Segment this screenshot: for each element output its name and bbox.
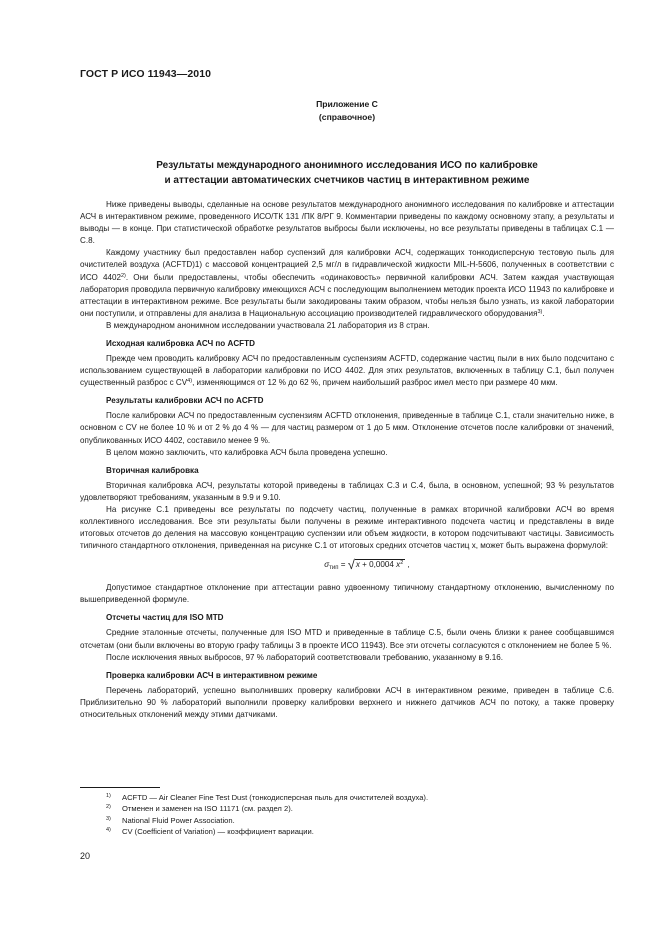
intro-paragraph: Ниже приведены выводы, сделанные на основе результатов международного анонимного исследования по калибровке и аттестации АСЧ в интерактивном режиме, проведенного ИСО/ТК 131 /ПК 8/РГ 9. Комментарии приведены по каждому основному этапу, а результаты и выводы — в конце. При статистической обработке результатов выбросы были исключены, но все результаты приведены в таблицах С.1 — С.8. [80,200,614,246]
footnote-ref-4[interactable]: 4) [187,378,193,385]
footnote-3-text: National Fluid Power Association. [122,815,235,825]
calibration-conclusion-paragraph: В целом можно заключить, что калибровка АСЧ была проведена успешно. [106,447,388,457]
formula-end: , [405,560,410,570]
labs-count-paragraph: В международном анонимном исследовании участвовала 21 лаборатория из 8 стран. [106,320,430,330]
formula-x2: $\overline{x}$ [396,560,401,570]
footnote-divider [80,787,160,788]
formula-subscript: тип [329,565,339,572]
participants-text-a: Каждому участнику был предоставлен набор суспензий для калибровки АСЧ, содержащих тонкодисперсную тестовую пыль для очистителей воздуха (ACFTD)1) с массовой концентрацией 2,5 мг/л в гидравлической жидкости MIL-H-5606, полученных в соответствии с ИСО 4402 [80,248,614,282]
annex-title-line-2: и аттестации автоматических счетчиков частиц в интерактивном режиме [164,175,530,186]
initial-calibration-text-a: Прежде чем проводить калибровку АСЧ по предоставленным суспензиям ACFTD, содержание частиц пыли в них было подсчитано с использованием существующей в лаборатории калибровки по ИСО 4402. Для этих результатов, включенных в таблицу С.1, был получен существенный разброс с CV [80,354,614,388]
section-heading-secondary-calibration: Вторичная калибровка [106,465,199,475]
document-header: ГОСТ Р ИСО 11943—2010 [80,68,212,80]
formula-x1: x [355,560,360,570]
participants-paragraph [80,247,614,320]
std-deviation-formula [80,558,614,575]
annex-title-line-1: Результаты международного анонимного исследования ИСО по калибровке [156,160,538,171]
footnote-1-text: ACFTD — Air Cleaner Fine Test Dust (тонкодисперсная пыль для очистителей воздуха). [122,793,429,802]
annex-title [80,158,614,188]
section-heading-online-check: Проверка калибровки АСЧ в интерактивном режиме [106,670,318,680]
figure-c1-text: На рисунке С.1 приведены все результаты по подсчету частиц, полученные в рамках вторичной калибровки АСЧ во время коллективного исследования. Все эти результаты были получены в режиме интерактивного подсчета частиц и представлены в виде итоговых отсчетов до деления на массовую концентрацию суспензии или объем жидкости, в котором подсчитывают частицы. Зависимость типичного стандартного отклонения, приведенная на рисунке С.1 от итоговых средних отсчетов частиц [80,504,614,551]
footnote-3: $^{3)}$ National Fluid Power Association. [106,815,235,825]
allowed-deviation-paragraph: Допустимое стандартное отклонение при аттестации равно удвоенному типичному стандартному отклонению, вычисленному по вышеприведенной формуле. [80,583,614,605]
initial-calibration-paragraph [80,353,614,389]
online-check-paragraph: Перечень лабораторий, успешно выполнивших проверку калибровки АСЧ в интерактивном режиме, приведен в таблице С.6. Приблизительно 90 % лабораторий выполнили проверку калибровки верхнего и нижнего датчиков АСЧ по потоку, а также проверку относительных отклонений между этими датчиками. [80,685,614,719]
footnote-4: $^{4)}$ CV (Coefficient of Variation) — коэффициент вариации. [106,826,314,836]
formula-radicand [355,559,405,569]
section-heading-iso-mtd-counts: Отсчеты частиц для ISO MTD [106,613,224,623]
figure-c1-paragraph [80,504,614,552]
formula-sigma: σ [324,560,330,570]
outliers-paragraph: После исключения явных выбросов, 97 % лабораторий соответствовали требованию, указанному в 9.16. [106,652,503,662]
footnote-2-text: Отменен и заменен на ISO 11171 (см. раздел 2). [122,804,293,814]
footnote-2: $^{2)}$ Отменен и заменен на ISO 11171 (см. раздел 2). [106,804,293,814]
initial-calibration-text-b: , изменяющимся от 12 % до 62 %, причем наибольший разброс имел место при размере 40 мкм. [192,378,558,388]
secondary-calibration-paragraph: Вторичная калибровка АСЧ, результаты которой приведены в таблицах С.3 и С.4, была, в основном, успешной; 93 % результатов удовлетворяют требованиям, указанным в 9.9 и 9.10. [80,480,614,502]
annex-name: Приложение С [316,99,378,109]
iso-mtd-paragraph: Средние эталонные отсчеты, полученные для ISO MTD и приведенные в таблице С.5, были очень близки к ранее сообщавшимся отсчетам (они были включены во вторую графу таблицы 3 в проекте ИСО 11943). Все эти отсчеты согласуются с отклонением не более 5 %. [80,628,614,650]
participants-text-b: . Они были предоставлены, чтобы обеспечить «одинаковость» первичной калибровки АСЧ. Затем каждая участвующая лаборатория проводила первичную калибровку имеющихся АСЧ с последующим выполнением методик проекта ИСО 11943 по калибровке и аттестации в интерактивном режиме. Все результаты были закодированы таким образом, чтобы нельзя было узнать, из какой лаборатории они поступили, и отправлены для анализа в Национальную ассоциацию производителей гидравлического оборудования [80,272,614,318]
footnote-1: $^{1)}$ ACFTD — Air Cleaner Fine Test Dust (тонкодисперсная пыль для очистителей воздуха). [106,793,429,802]
annex-kind: (справочное) [318,112,376,122]
document-body [80,199,614,721]
annex-heading [80,98,614,124]
footnotes [106,792,428,837]
section-heading-initial-calibration: Исходная калибровка АСЧ по ACFTD [106,339,255,349]
mean-count-variable: x [471,541,476,551]
formula-plus: + 0,0004 [359,560,397,570]
section-heading-calibration-results: Результаты калибровки АСЧ по ACFTD [106,396,264,406]
footnote-ref-3[interactable]: 3) [537,308,543,315]
page-number: 20 [80,851,91,861]
footnote-4-text: CV (Coefficient of Variation) — коэффициент вариации. [122,826,314,836]
participants-text-c: . [542,308,545,318]
formula-power: 2 [400,560,404,567]
figure-c1-text-end: , может быть выражена формулой: [475,541,608,551]
footnote-ref-2[interactable]: 2) [120,272,126,279]
calibration-results-paragraph: После калибровки АСЧ по предоставленным суспензиям ACFTD отклонения, приведенные в таблице С.1, стали значительно ниже, в основном с CV не более 10 % и от 2 % до 4 % — для частиц размером от 1 до 5 мкм. Отклонение отсчетов после калибровки от значений, опубликованных ИСО 4402, составило менее 9 %. [80,411,614,445]
formula-equals: = [338,560,348,570]
formula-radical: √ [347,557,355,573]
